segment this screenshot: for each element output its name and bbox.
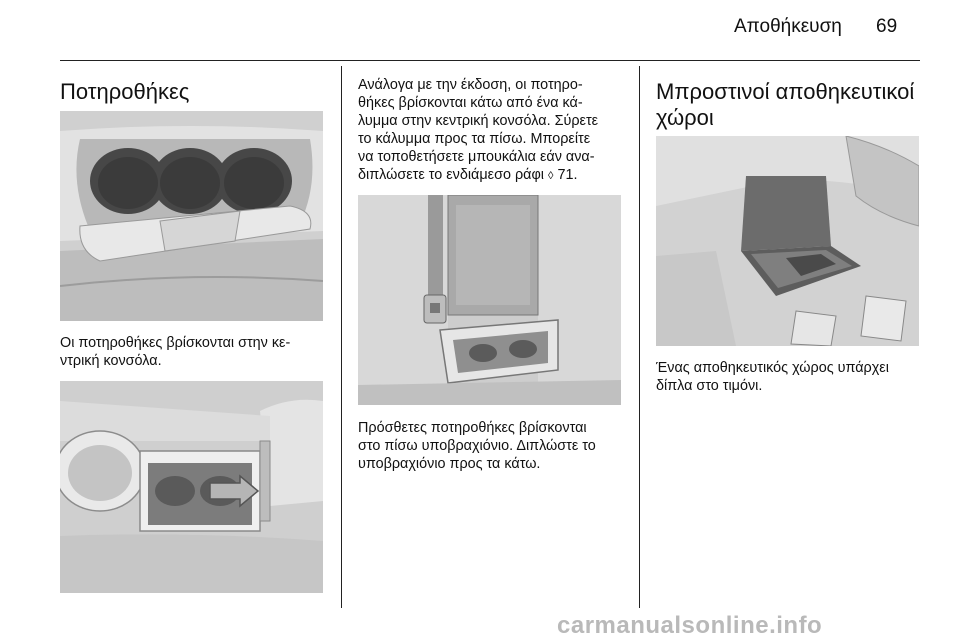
watermark: carmanualsonline.info [557,612,823,639]
caption-line: Ένας αποθηκευτικός χώρος υπάρχει [656,360,889,376]
text-line: υποβραχιόνιο προς τα κάτω. [358,456,541,472]
text-line: λυμμα στην κεντρική κονσόλα. Σύρετε [358,113,599,129]
section-heading-front-storage [656,79,914,131]
header-rule [60,60,920,61]
figure-sliding-cover-cup-holders [60,381,323,593]
caption-line: Οι ποτηροθήκες βρίσκονται στην κε- [60,335,291,351]
heading-line: χώροι [656,105,714,130]
running-header-title: Αποθήκευση [734,16,842,37]
page-reference-arrow-icon: ◊ [548,170,554,182]
caption-line: δίπλα στο τιμόνι. [656,378,763,394]
figure-storage-next-to-steering-wheel [656,136,919,346]
page-number: 69 [876,16,898,37]
text-line: στο πίσω υποβραχιόνιο. Διπλώστε το [358,438,596,454]
text-line-part: διπλώσετε το ενδιάμεσο ράφι [358,167,544,183]
section-heading-cup-holders: Ποτηροθήκες [60,79,190,104]
column-divider-right [639,66,640,608]
figure-center-console-cup-holders [60,111,323,321]
caption-front-storage [656,359,889,395]
text-line: να τοποθετήσετε μπουκάλια εάν ανα- [358,149,595,165]
text-line: το κάλυμμα προς τα πίσω. Μπορείτε [358,131,591,147]
rear-armrest-text [358,419,596,473]
column-divider-left [341,66,342,608]
figure-rear-armrest-cup-holders [358,195,621,405]
heading-line: Μπροστινοί αποθηκευτικοί [656,79,915,104]
text-line: Ανάλογα με την έκδοση, οι ποτηρο- [358,77,583,93]
text-line: θήκες βρίσκονται κάτω από ένα κά- [358,95,583,111]
caption-line: ντρική κονσόλα. [60,353,162,369]
text-line: Πρόσθετες ποτηροθήκες βρίσκονται [358,420,587,436]
cup-holders-intro-text [358,76,598,185]
page-reference-link[interactable]: 71. [557,167,578,183]
text-line [358,166,598,185]
caption-cup-holders [60,334,290,370]
